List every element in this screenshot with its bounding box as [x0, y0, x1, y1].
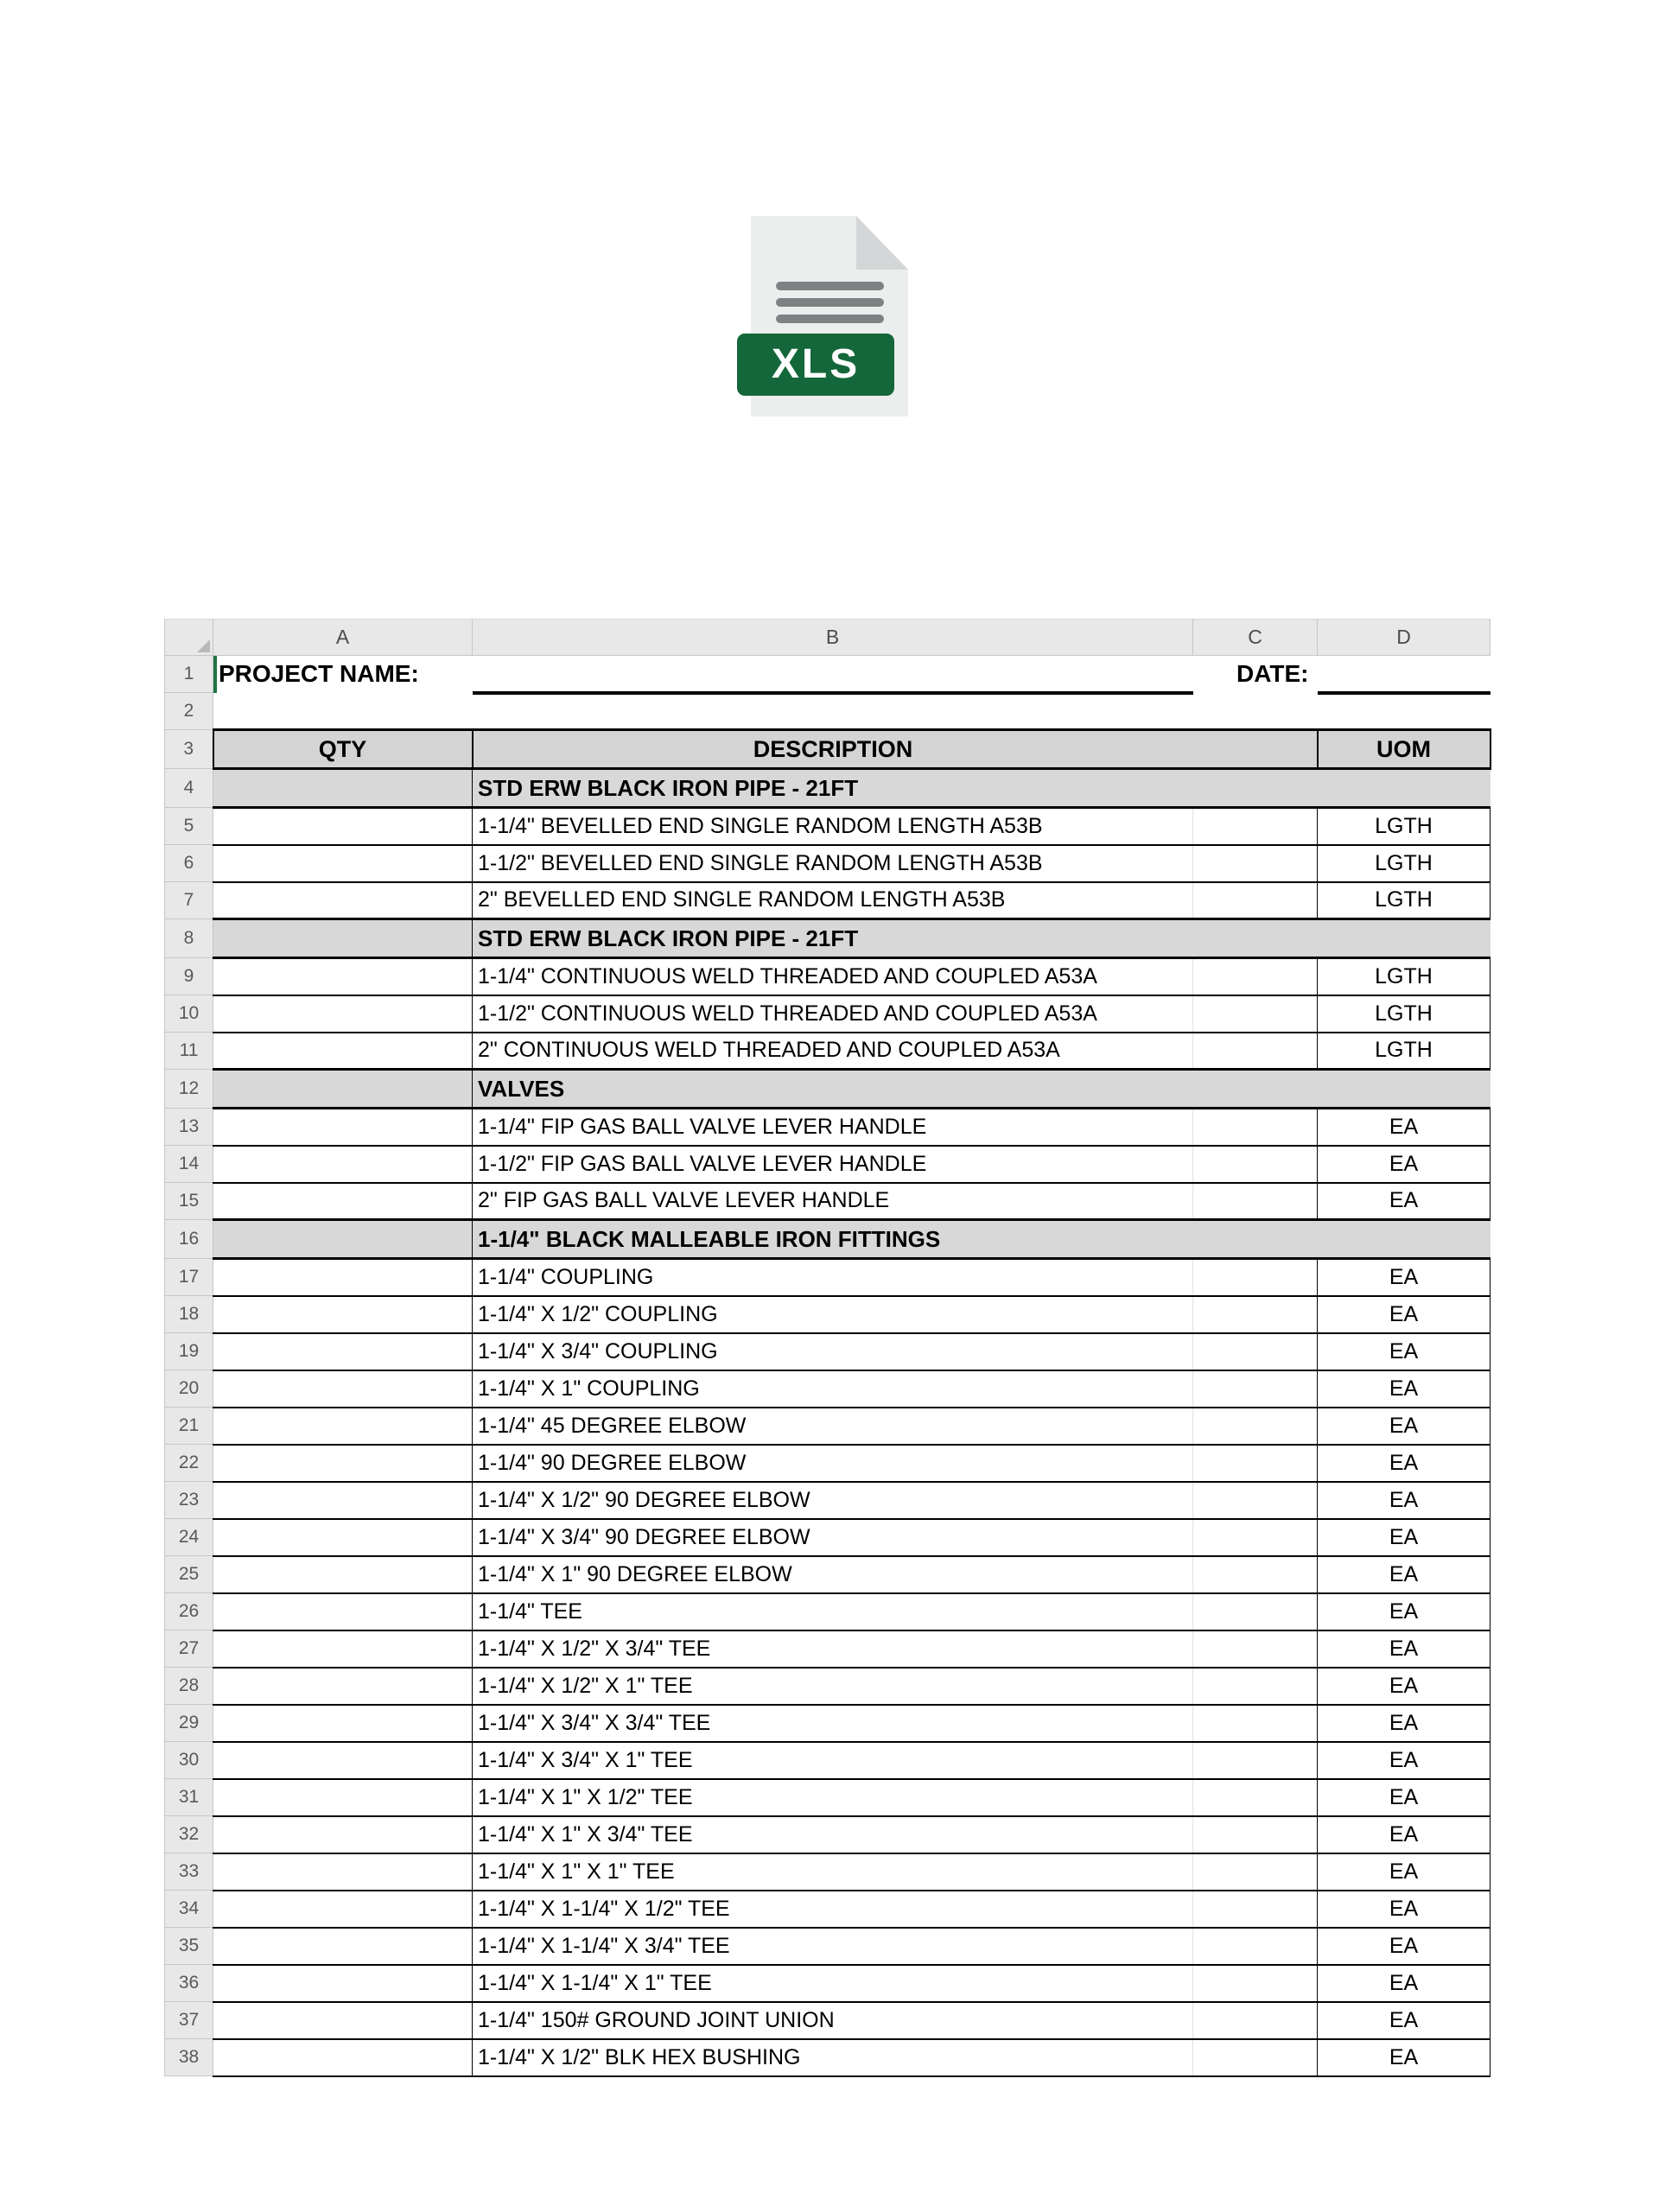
item-qty-cell[interactable]	[213, 995, 473, 1033]
item-uom-cell[interactable]: EA	[1318, 1296, 1491, 1333]
item-uom-cell[interactable]: EA	[1318, 1408, 1491, 1445]
section-title-cell[interactable]: STD ERW BLACK IRON PIPE - 21FT	[473, 919, 1193, 958]
row-header-26[interactable]: 26	[165, 1593, 213, 1630]
item-spacer-cell[interactable]	[1193, 1705, 1318, 1742]
item-description-cell[interactable]: 1-1/4" BEVELLED END SINGLE RANDOM LENGTH A53B	[473, 808, 1193, 845]
item-qty-cell[interactable]	[213, 845, 473, 882]
item-uom-cell[interactable]: EA	[1318, 1742, 1491, 1779]
item-spacer-cell[interactable]	[1193, 1593, 1318, 1630]
item-description-cell[interactable]: 1-1/4" X 3/4" X 3/4" TEE	[473, 1705, 1193, 1742]
item-qty-cell[interactable]	[213, 2002, 473, 2039]
item-qty-cell[interactable]	[213, 1556, 473, 1593]
empty-cell-d2[interactable]	[1318, 693, 1491, 730]
sheet-row-24	[165, 1519, 1491, 1556]
section-uom-cell[interactable]	[1318, 1070, 1491, 1109]
item-spacer-cell[interactable]	[1193, 1146, 1318, 1183]
sheet-row-12	[165, 1070, 1491, 1109]
row-header-38[interactable]: 38	[165, 2039, 213, 2076]
select-all-corner[interactable]	[165, 620, 213, 656]
item-qty-cell[interactable]	[213, 1742, 473, 1779]
select-all-triangle-icon	[197, 639, 210, 652]
item-uom-cell[interactable]: EA	[1318, 1630, 1491, 1668]
item-uom-cell[interactable]: EA	[1318, 1445, 1491, 1482]
item-qty-cell[interactable]	[213, 1296, 473, 1333]
spreadsheet-grid	[164, 619, 1491, 2077]
sheet-row-34	[165, 1891, 1491, 1928]
row-header-5[interactable]: 5	[165, 808, 213, 845]
section-spacer-cell[interactable]	[1193, 919, 1318, 958]
item-description-cell[interactable]: 1-1/4" X 1/2" 90 DEGREE ELBOW	[473, 1482, 1193, 1519]
item-spacer-cell[interactable]	[1193, 882, 1318, 919]
item-uom-cell[interactable]: LGTH	[1318, 845, 1491, 882]
sheet-row-38	[165, 2039, 1491, 2076]
item-spacer-cell[interactable]	[1193, 1668, 1318, 1705]
item-description-cell[interactable]: 1-1/4" TEE	[473, 1593, 1193, 1630]
section-uom-cell[interactable]	[1318, 1220, 1491, 1259]
item-uom-cell[interactable]: EA	[1318, 1519, 1491, 1556]
xls-format-badge	[737, 334, 894, 396]
section-title-cell[interactable]: 1-1/4" BLACK MALLEABLE IRON FITTINGS	[473, 1220, 1193, 1259]
item-description-cell[interactable]: 1-1/4" X 1/2" X 3/4" TEE	[473, 1630, 1193, 1668]
item-description-cell[interactable]: 1-1/4" FIP GAS BALL VALVE LEVER HANDLE	[473, 1109, 1193, 1146]
item-qty-cell[interactable]	[213, 1146, 473, 1183]
row-header-25[interactable]: 25	[165, 1556, 213, 1593]
item-spacer-cell[interactable]	[1193, 995, 1318, 1033]
row-header-11[interactable]: 11	[165, 1033, 213, 1070]
item-description-cell[interactable]: 1-1/2" BEVELLED END SINGLE RANDOM LENGTH A53B	[473, 845, 1193, 882]
table-header-qty[interactable]: QTY	[213, 730, 473, 769]
item-description-cell[interactable]: 1-1/2" CONTINUOUS WELD THREADED AND COUPLED A53A	[473, 995, 1193, 1033]
row-header-29[interactable]: 29	[165, 1705, 213, 1742]
column-header-a[interactable]: A	[213, 620, 473, 656]
spreadsheet-preview	[164, 619, 1490, 2077]
section-spacer-cell[interactable]	[1193, 769, 1318, 808]
item-description-cell[interactable]: 1-1/4" X 3/4" X 1" TEE	[473, 1742, 1193, 1779]
table-header-spacer[interactable]	[1193, 730, 1318, 769]
item-description-cell[interactable]: 2" CONTINUOUS WELD THREADED AND COUPLED A53A	[473, 1033, 1193, 1070]
item-qty-cell[interactable]	[213, 1593, 473, 1630]
item-description-cell[interactable]: 2" BEVELLED END SINGLE RANDOM LENGTH A53B	[473, 882, 1193, 919]
item-spacer-cell[interactable]	[1193, 1259, 1318, 1296]
item-description-cell[interactable]: 1-1/4" CONTINUOUS WELD THREADED AND COUPLED A53A	[473, 958, 1193, 995]
sheet-row-16	[165, 1220, 1491, 1259]
item-spacer-cell[interactable]	[1193, 1296, 1318, 1333]
item-uom-cell[interactable]: EA	[1318, 1928, 1491, 1965]
sheet-row-15	[165, 1183, 1491, 1220]
sheet-row-11	[165, 1033, 1491, 1070]
item-description-cell[interactable]: 1-1/4" 45 DEGREE ELBOW	[473, 1408, 1193, 1445]
item-qty-cell[interactable]	[213, 1482, 473, 1519]
item-spacer-cell[interactable]	[1193, 2039, 1318, 2076]
sheet-row-7	[165, 882, 1491, 919]
item-uom-cell[interactable]: LGTH	[1318, 1033, 1491, 1070]
item-uom-cell[interactable]: EA	[1318, 2002, 1491, 2039]
item-qty-cell[interactable]	[213, 1109, 473, 1146]
row-header-1[interactable]: 1	[165, 656, 213, 693]
item-uom-cell[interactable]: EA	[1318, 1183, 1491, 1220]
row-header-8[interactable]: 8	[165, 919, 213, 958]
sheet-row-22	[165, 1445, 1491, 1482]
row-header-36[interactable]: 36	[165, 1965, 213, 2002]
column-header-c[interactable]: C	[1193, 620, 1318, 656]
row-header-34[interactable]: 34	[165, 1891, 213, 1928]
item-uom-cell[interactable]: EA	[1318, 1779, 1491, 1816]
item-spacer-cell[interactable]	[1193, 1891, 1318, 1928]
row-header-7[interactable]: 7	[165, 882, 213, 919]
item-uom-cell[interactable]: LGTH	[1318, 958, 1491, 995]
section-qty-cell[interactable]	[213, 1070, 473, 1109]
document-text-line-icon	[776, 315, 884, 323]
sheet-row-27	[165, 1630, 1491, 1668]
item-qty-cell[interactable]	[213, 1033, 473, 1070]
row-header-22[interactable]: 22	[165, 1445, 213, 1482]
item-description-cell[interactable]: 1-1/4" X 1" X 3/4" TEE	[473, 1816, 1193, 1853]
row-header-21[interactable]: 21	[165, 1408, 213, 1445]
item-qty-cell[interactable]	[213, 1370, 473, 1408]
section-uom-cell[interactable]	[1318, 919, 1491, 958]
item-uom-cell[interactable]: EA	[1318, 1333, 1491, 1370]
sheet-row-37	[165, 2002, 1491, 2039]
item-spacer-cell[interactable]	[1193, 845, 1318, 882]
row-header-16[interactable]: 16	[165, 1220, 213, 1259]
item-description-cell[interactable]: 1-1/4" 90 DEGREE ELBOW	[473, 1445, 1193, 1482]
item-description-cell[interactable]: 1-1/4" COUPLING	[473, 1259, 1193, 1296]
sheet-row-18	[165, 1296, 1491, 1333]
item-spacer-cell[interactable]	[1193, 1556, 1318, 1593]
item-description-cell[interactable]: 1-1/4" X 1" X 1/2" TEE	[473, 1779, 1193, 1816]
sheet-row-36	[165, 1965, 1491, 2002]
item-spacer-cell[interactable]	[1193, 1109, 1318, 1146]
item-description-cell[interactable]: 1-1/4" X 1-1/4" X 1" TEE	[473, 1965, 1193, 2002]
item-uom-cell[interactable]: EA	[1318, 1891, 1491, 1928]
row-header-4[interactable]: 4	[165, 769, 213, 808]
item-uom-cell[interactable]: EA	[1318, 1259, 1491, 1296]
item-qty-cell[interactable]	[213, 1779, 473, 1816]
sheet-row-30	[165, 1742, 1491, 1779]
item-uom-cell[interactable]: LGTH	[1318, 882, 1491, 919]
row-header-33[interactable]: 33	[165, 1853, 213, 1891]
item-description-cell[interactable]: 1-1/4" X 1-1/4" X 3/4" TEE	[473, 1928, 1193, 1965]
item-description-cell[interactable]: 1-1/4" X 1" COUPLING	[473, 1370, 1193, 1408]
section-qty-cell[interactable]	[213, 769, 473, 808]
row-header-13[interactable]: 13	[165, 1109, 213, 1146]
page-fold-corner-icon	[856, 216, 908, 270]
item-spacer-cell[interactable]	[1193, 1183, 1318, 1220]
item-spacer-cell[interactable]	[1193, 1853, 1318, 1891]
table-header-uom[interactable]: UOM	[1318, 730, 1491, 769]
row-header-20[interactable]: 20	[165, 1370, 213, 1408]
row-header-17[interactable]: 17	[165, 1259, 213, 1296]
sheet-row-20	[165, 1370, 1491, 1408]
item-uom-cell[interactable]: EA	[1318, 1705, 1491, 1742]
item-uom-cell[interactable]: EA	[1318, 1593, 1491, 1630]
sheet-row-25	[165, 1556, 1491, 1593]
section-qty-cell[interactable]	[213, 919, 473, 958]
row-header-3[interactable]: 3	[165, 730, 213, 769]
item-uom-cell[interactable]: EA	[1318, 1556, 1491, 1593]
row-header-2[interactable]: 2	[165, 693, 213, 730]
empty-cell-c2[interactable]	[1193, 693, 1318, 730]
row-header-6[interactable]: 6	[165, 845, 213, 882]
item-qty-cell[interactable]	[213, 1333, 473, 1370]
item-uom-cell[interactable]: EA	[1318, 1370, 1491, 1408]
item-qty-cell[interactable]	[213, 1816, 473, 1853]
item-uom-cell[interactable]: EA	[1318, 1482, 1491, 1519]
document-text-line-icon	[776, 282, 884, 290]
row-header-10[interactable]: 10	[165, 995, 213, 1033]
table-header-description[interactable]: DESCRIPTION	[473, 730, 1193, 769]
sheet-row-6	[165, 845, 1491, 882]
item-uom-cell[interactable]: LGTH	[1318, 995, 1491, 1033]
sheet-row-21	[165, 1408, 1491, 1445]
item-spacer-cell[interactable]	[1193, 1816, 1318, 1853]
item-description-cell[interactable]: 1-1/4" X 3/4" COUPLING	[473, 1333, 1193, 1370]
item-spacer-cell[interactable]	[1193, 1779, 1318, 1816]
item-spacer-cell[interactable]	[1193, 1408, 1318, 1445]
section-title-cell[interactable]: STD ERW BLACK IRON PIPE - 21FT	[473, 769, 1193, 808]
item-qty-cell[interactable]	[213, 1183, 473, 1220]
sheet-row-32	[165, 1816, 1491, 1853]
item-qty-cell[interactable]	[213, 1668, 473, 1705]
row-header-19[interactable]: 19	[165, 1333, 213, 1370]
sheet-row-4	[165, 769, 1491, 808]
item-qty-cell[interactable]	[213, 1408, 473, 1445]
sheet-row-17	[165, 1259, 1491, 1296]
section-spacer-cell[interactable]	[1193, 1070, 1318, 1109]
item-spacer-cell[interactable]	[1193, 1482, 1318, 1519]
document-text-line-icon	[776, 298, 884, 307]
item-spacer-cell[interactable]	[1193, 1445, 1318, 1482]
sheet-row-1	[165, 656, 1491, 693]
xls-badge-label: XLS	[771, 341, 861, 387]
item-description-cell[interactable]: 1-1/4" X 1" 90 DEGREE ELBOW	[473, 1556, 1193, 1593]
item-spacer-cell[interactable]	[1193, 958, 1318, 995]
row-header-35[interactable]: 35	[165, 1928, 213, 1965]
column-header-d[interactable]: D	[1318, 620, 1491, 656]
column-header-row	[165, 620, 1491, 656]
item-description-cell[interactable]: 1-1/4" X 3/4" 90 DEGREE ELBOW	[473, 1519, 1193, 1556]
sheet-row-29	[165, 1705, 1491, 1742]
row-header-14[interactable]: 14	[165, 1146, 213, 1183]
item-qty-cell[interactable]	[213, 1630, 473, 1668]
sheet-row-13	[165, 1109, 1491, 1146]
row-header-27[interactable]: 27	[165, 1630, 213, 1668]
item-uom-cell[interactable]: EA	[1318, 1965, 1491, 2002]
item-uom-cell[interactable]: EA	[1318, 1853, 1491, 1891]
item-spacer-cell[interactable]	[1193, 808, 1318, 845]
item-uom-cell[interactable]: EA	[1318, 1146, 1491, 1183]
row-header-31[interactable]: 31	[165, 1779, 213, 1816]
item-qty-cell[interactable]	[213, 1891, 473, 1928]
item-description-cell[interactable]: 1-1/2" FIP GAS BALL VALVE LEVER HANDLE	[473, 1146, 1193, 1183]
item-spacer-cell[interactable]	[1193, 1333, 1318, 1370]
section-title-cell[interactable]: VALVES	[473, 1070, 1193, 1109]
item-description-cell[interactable]: 2" FIP GAS BALL VALVE LEVER HANDLE	[473, 1183, 1193, 1220]
section-spacer-cell[interactable]	[1193, 1220, 1318, 1259]
sheet-row-2	[165, 693, 1491, 730]
item-qty-cell[interactable]	[213, 1705, 473, 1742]
item-description-cell[interactable]: 1-1/4" X 1/2" COUPLING	[473, 1296, 1193, 1333]
sheet-row-9	[165, 958, 1491, 995]
item-uom-cell[interactable]: LGTH	[1318, 808, 1491, 845]
sheet-row-23	[165, 1482, 1491, 1519]
file-icon-container	[0, 216, 1659, 423]
item-spacer-cell[interactable]	[1193, 2002, 1318, 2039]
row-header-24[interactable]: 24	[165, 1519, 213, 1556]
row-header-23[interactable]: 23	[165, 1482, 213, 1519]
item-uom-cell[interactable]: EA	[1318, 1816, 1491, 1853]
item-uom-cell[interactable]: EA	[1318, 1109, 1491, 1146]
project-name-label[interactable]: PROJECT NAME:	[213, 656, 473, 693]
item-qty-cell[interactable]	[213, 808, 473, 845]
sheet-row-26	[165, 1593, 1491, 1630]
item-qty-cell[interactable]	[213, 1853, 473, 1891]
item-description-cell[interactable]: 1-1/4" X 1" X 1" TEE	[473, 1853, 1193, 1891]
sheet-row-3	[165, 730, 1491, 769]
sheet-row-31	[165, 1779, 1491, 1816]
project-name-input[interactable]	[473, 656, 1193, 693]
column-header-b[interactable]: B	[473, 620, 1193, 656]
empty-cell-b2[interactable]	[473, 693, 1193, 730]
item-qty-cell[interactable]	[213, 2039, 473, 2076]
item-description-cell[interactable]: 1-1/4" X 1/2" X 1" TEE	[473, 1668, 1193, 1705]
row-header-12[interactable]: 12	[165, 1070, 213, 1109]
row-header-15[interactable]: 15	[165, 1183, 213, 1220]
item-spacer-cell[interactable]	[1193, 1033, 1318, 1070]
sheet-row-10	[165, 995, 1491, 1033]
row-header-28[interactable]: 28	[165, 1668, 213, 1705]
item-qty-cell[interactable]	[213, 1445, 473, 1482]
sheet-row-19	[165, 1333, 1491, 1370]
item-qty-cell[interactable]	[213, 1965, 473, 2002]
row-header-37[interactable]: 37	[165, 2002, 213, 2039]
item-uom-cell[interactable]: EA	[1318, 1668, 1491, 1705]
date-input[interactable]	[1318, 656, 1491, 693]
sheet-row-5	[165, 808, 1491, 845]
row-header-32[interactable]: 32	[165, 1816, 213, 1853]
xls-file-icon[interactable]	[751, 216, 908, 416]
date-label[interactable]: DATE:	[1193, 656, 1318, 693]
item-uom-cell[interactable]: EA	[1318, 2039, 1491, 2076]
row-header-30[interactable]: 30	[165, 1742, 213, 1779]
empty-cell-a2[interactable]	[213, 693, 473, 730]
item-description-cell[interactable]: 1-1/4" 150# GROUND JOINT UNION	[473, 2002, 1193, 2039]
item-spacer-cell[interactable]	[1193, 1742, 1318, 1779]
sheet-row-33	[165, 1853, 1491, 1891]
item-spacer-cell[interactable]	[1193, 1370, 1318, 1408]
sheet-row-28	[165, 1668, 1491, 1705]
item-qty-cell[interactable]	[213, 882, 473, 919]
sheet-row-14	[165, 1146, 1491, 1183]
item-description-cell[interactable]: 1-1/4" X 1-1/4" X 1/2" TEE	[473, 1891, 1193, 1928]
item-spacer-cell[interactable]	[1193, 1519, 1318, 1556]
item-qty-cell[interactable]	[213, 1928, 473, 1965]
sheet-row-35	[165, 1928, 1491, 1965]
item-qty-cell[interactable]	[213, 958, 473, 995]
item-qty-cell[interactable]	[213, 1259, 473, 1296]
section-qty-cell[interactable]	[213, 1220, 473, 1259]
item-spacer-cell[interactable]	[1193, 1928, 1318, 1965]
item-spacer-cell[interactable]	[1193, 1630, 1318, 1668]
item-description-cell[interactable]: 1-1/4" X 1/2" BLK HEX BUSHING	[473, 2039, 1193, 2076]
item-qty-cell[interactable]	[213, 1519, 473, 1556]
row-header-18[interactable]: 18	[165, 1296, 213, 1333]
section-uom-cell[interactable]	[1318, 769, 1491, 808]
item-spacer-cell[interactable]	[1193, 1965, 1318, 2002]
row-header-9[interactable]: 9	[165, 958, 213, 995]
sheet-row-8	[165, 919, 1491, 958]
